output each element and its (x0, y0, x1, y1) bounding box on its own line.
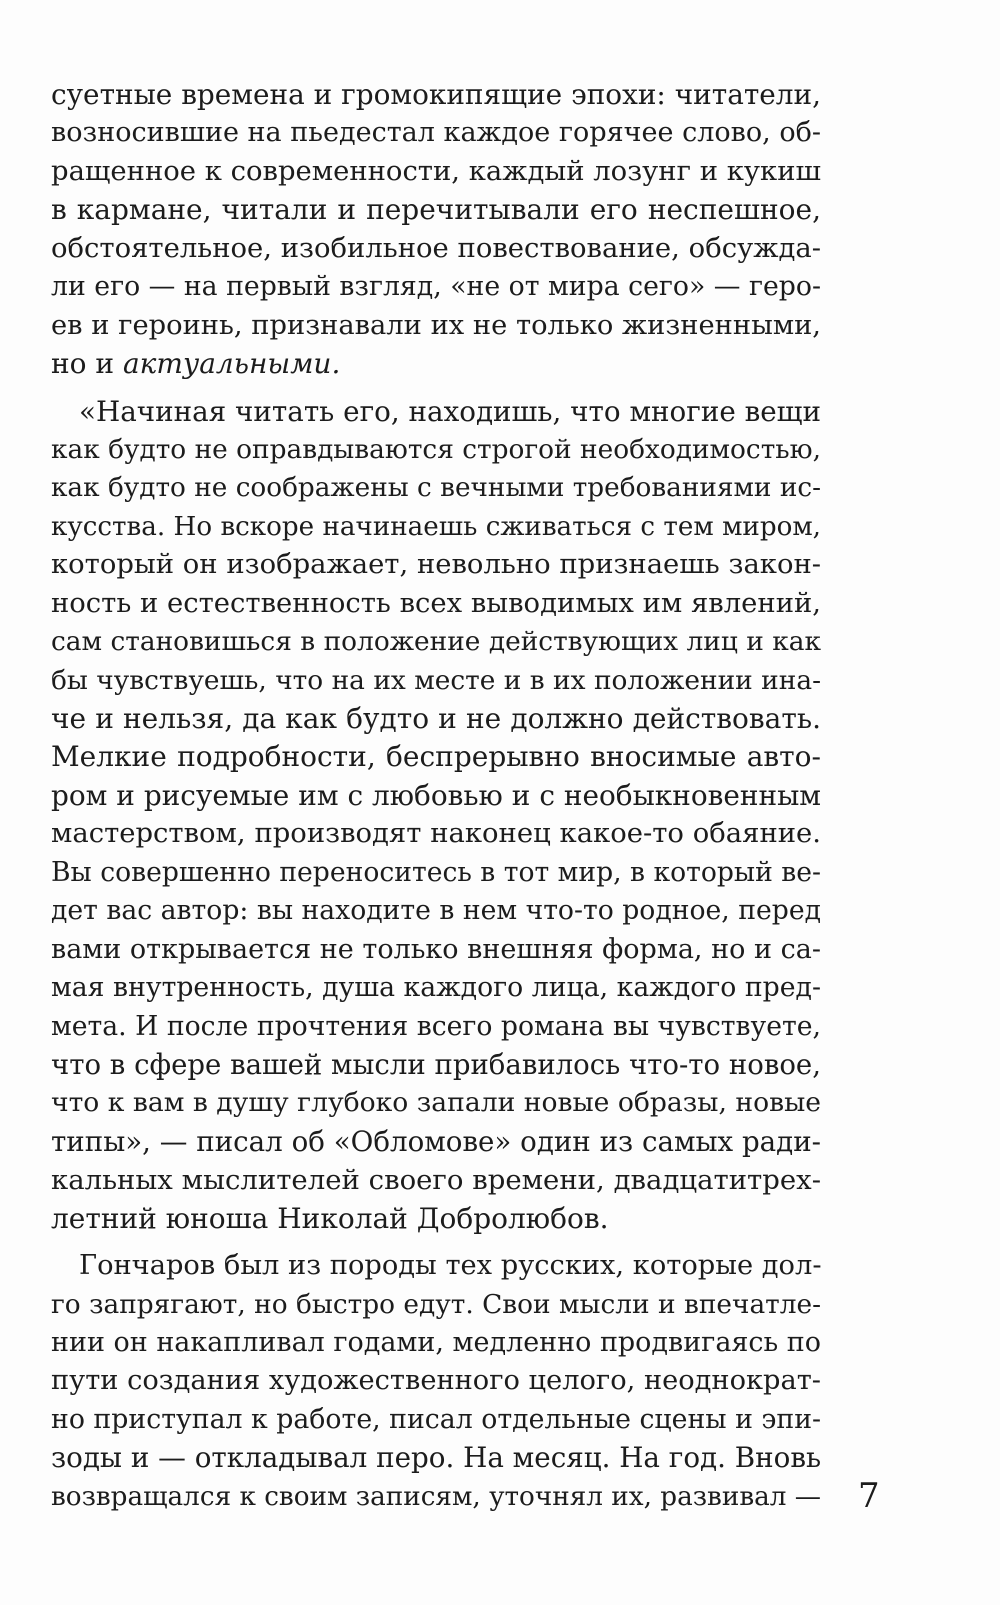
text-line: мая внутренность, душа каждого лица, каждого пред- (51, 972, 821, 1004)
text-line: «Начиная читать его, находишь, что многие вещи (79, 394, 821, 428)
text-line: ли его — на первый взгляд, «не от мира сего» — геро- (51, 271, 821, 303)
text-line: ращенное к современности, каждый лозунг и кукиш (51, 155, 821, 187)
text-line: ность и естественность всех выводимых им явлений, (51, 587, 821, 619)
text-line: че и нельзя, да как будто и не должно действовать. (51, 702, 821, 735)
text-line: мастерством, производят наконец какое-то обаяние. (51, 818, 821, 850)
text-line: го запрягают, но быстро едут. Свои мысли и впечатле- (51, 1289, 821, 1320)
text-line: пути создания художественного целого, неоднократ- (51, 1365, 821, 1397)
text-line: как будто не оправдываются строгой необходимостью, (51, 434, 821, 465)
paragraph-1 (51, 76, 821, 384)
text-line: как будто не соображены с вечными требованиями ис- (51, 473, 821, 504)
text-line: который он изображает, невольно признаешь закон- (51, 549, 821, 581)
text-line: Мелкие подробности, беспрерывно вносимые авто- (51, 740, 821, 774)
text-line: что к вам в душу глубоко запали новые образы, новые (51, 1087, 821, 1119)
body-text (51, 76, 821, 1516)
paragraph-3 (51, 1247, 821, 1516)
text-line: в кармане, читали и перечитывали его неспешное, (51, 193, 821, 227)
text-line: возвращался к своим записям, уточнял их, развивал — (51, 1481, 822, 1512)
text-line: Гончаров был из породы тех русских, которые дол- (79, 1250, 822, 1282)
text-line: возносившие на пьедестал каждое горячее слово, об- (51, 117, 821, 149)
text-line: но приступал к работе, писал отдельные сцены и эпи- (51, 1403, 822, 1435)
text-line: нии он накапливал годами, медленно продвигаясь по (51, 1327, 821, 1358)
text-line: ром и рисуемые им с любовью и с необыкновенным (51, 778, 821, 812)
text-line: суетные времена и громокипящие эпохи: читатели, (51, 78, 821, 111)
text-line: летний юноша Николай Добролюбов. (51, 1201, 609, 1235)
page-number: 7 (858, 1476, 880, 1516)
paragraph-2 (51, 393, 821, 1239)
text-line (51, 345, 821, 383)
text-line: кальных мыслителей своего времени, двадцатитрех- (51, 1164, 821, 1197)
text-line: обстоятельное, изобильное повествование, обсужда- (51, 232, 821, 264)
text-line: дет вас автор: вы находите в нем что-то родное, перед (51, 895, 821, 927)
text-run: но и (51, 347, 123, 381)
text-line: типы», — писал об «Обломове» один из самых ради- (51, 1124, 821, 1158)
text-line: кусства. Но вскоре начинаешь сживаться с тем миром, (51, 511, 821, 542)
text-line: зоды и — откладывал перо. На месяц. На год. Вновь (51, 1441, 822, 1475)
italic-emphasis: актуальными. (122, 347, 341, 381)
text-line: мета. И после прочтения всего романа вы чувствуете, (51, 1010, 821, 1042)
text-line: Вы совершенно переноситесь в тот мир, в который ве- (51, 856, 821, 888)
text-line: бы чувствуешь, что на их месте и в их положении ина- (51, 664, 821, 696)
text-line: ев и героинь, признавали их не только жизненными, (51, 309, 821, 341)
text-line: сам становишься в положение действующих лиц и как (51, 626, 821, 658)
text-line: что в сфере вашей мысли прибавилось что-то новое, (51, 1048, 821, 1081)
text-line: вами открывается не только внешняя форма, но и са- (51, 933, 821, 965)
